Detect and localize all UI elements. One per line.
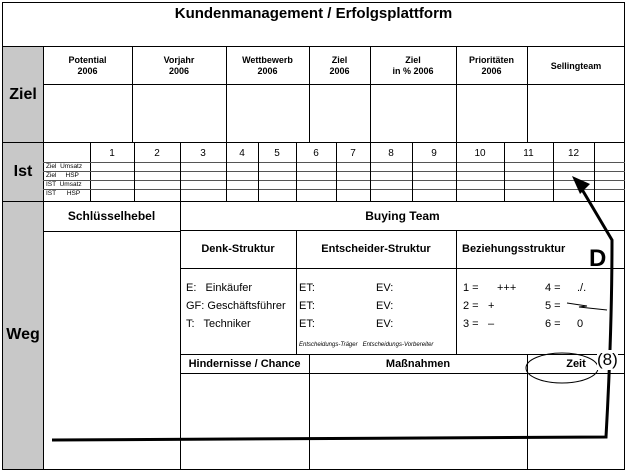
bez-key: 6 = [545, 318, 561, 330]
denk-item: E: Einkäufer [186, 282, 253, 294]
ist-row-label: IST HSP [46, 190, 81, 197]
entscheider-footnote: Entscheidungs-Träger Entscheidungs-Vorbereiter [299, 342, 434, 348]
bez-key: 2 = [463, 300, 479, 312]
ev-label: EV: [376, 318, 394, 330]
ist-month-12: 12 [567, 148, 580, 159]
bez-value: ./. [577, 282, 587, 294]
hindernisse-header: Hindernisse / Chance [188, 358, 301, 370]
big-d-annotation: D [589, 245, 607, 272]
ev-label: EV: [376, 282, 394, 294]
et-label: ET: [299, 282, 315, 294]
bez-value: – [488, 318, 495, 330]
header-prioritaeten: Prioritäten 2006 [468, 55, 514, 76]
ist-month-8: 8 [388, 148, 394, 159]
bez-key: 5 = [545, 300, 561, 312]
denk-item: T: Techniker [186, 318, 251, 330]
weg-label: Weg [6, 326, 40, 343]
beziehungsstruktur-header: Beziehungsstruktur [462, 243, 566, 255]
eight-annotation: (8) [597, 350, 618, 369]
ist-month-2: 2 [154, 148, 160, 159]
entscheider-struktur-header: Entscheider-Struktur [321, 243, 431, 255]
header-vorjahr: Vorjahr 2006 [163, 55, 195, 76]
et-label: ET: [299, 300, 315, 312]
ist-row-label: Ziel HSP [46, 172, 79, 179]
annotation-stroke [52, 186, 612, 440]
ist-month-11: 11 [523, 148, 534, 159]
ist-month-5: 5 [274, 148, 280, 159]
header-ziel-prozent: Ziel in % 2006 [392, 55, 434, 76]
bez-value: 0 [577, 318, 584, 330]
ist-month-4: 4 [239, 148, 245, 159]
ist-month-3: 3 [200, 148, 206, 159]
bez-value: + [488, 300, 495, 312]
schluesselhebel-header: Schlüsselhebel [67, 209, 156, 223]
bez-value: +++ [497, 282, 517, 294]
header-wettbewerb: Wettbewerb 2006 [242, 55, 293, 76]
zeit-circle [526, 353, 598, 383]
ist-month-7: 7 [350, 148, 356, 159]
header-ziel: Ziel 2006 [329, 55, 350, 76]
bez-key: 4 = [545, 282, 561, 294]
ist-month-6: 6 [313, 148, 319, 159]
denk-item: GF: Geschäftsführer [186, 300, 286, 312]
ist-month-10: 10 [474, 148, 486, 159]
ziel-label: Ziel [9, 86, 37, 103]
buying-team-header: Buying Team [365, 209, 440, 223]
ist-month-1: 1 [109, 148, 115, 159]
ist-row-label: IST Umsatz [46, 181, 82, 188]
ist-month-9: 9 [431, 148, 437, 159]
bez-key: 1 = [463, 282, 479, 294]
header-potential: Potential 2006 [68, 55, 107, 76]
arrow-head-icon [572, 176, 590, 194]
page-title: Kundenmanagement / Erfolgsplattform [174, 5, 453, 22]
et-label: ET: [299, 318, 315, 330]
ist-row-label: Ziel Umsatz [46, 163, 83, 170]
ev-label: EV: [376, 300, 394, 312]
zeit-header: Zeit [566, 358, 586, 370]
denk-struktur-header: Denk-Struktur [201, 243, 275, 255]
massnahmen-header: Maßnahmen [385, 358, 451, 370]
ist-label: Ist [13, 163, 33, 180]
header-sellingteam: Sellingteam [550, 61, 602, 71]
bez-key: 3 = [463, 318, 479, 330]
